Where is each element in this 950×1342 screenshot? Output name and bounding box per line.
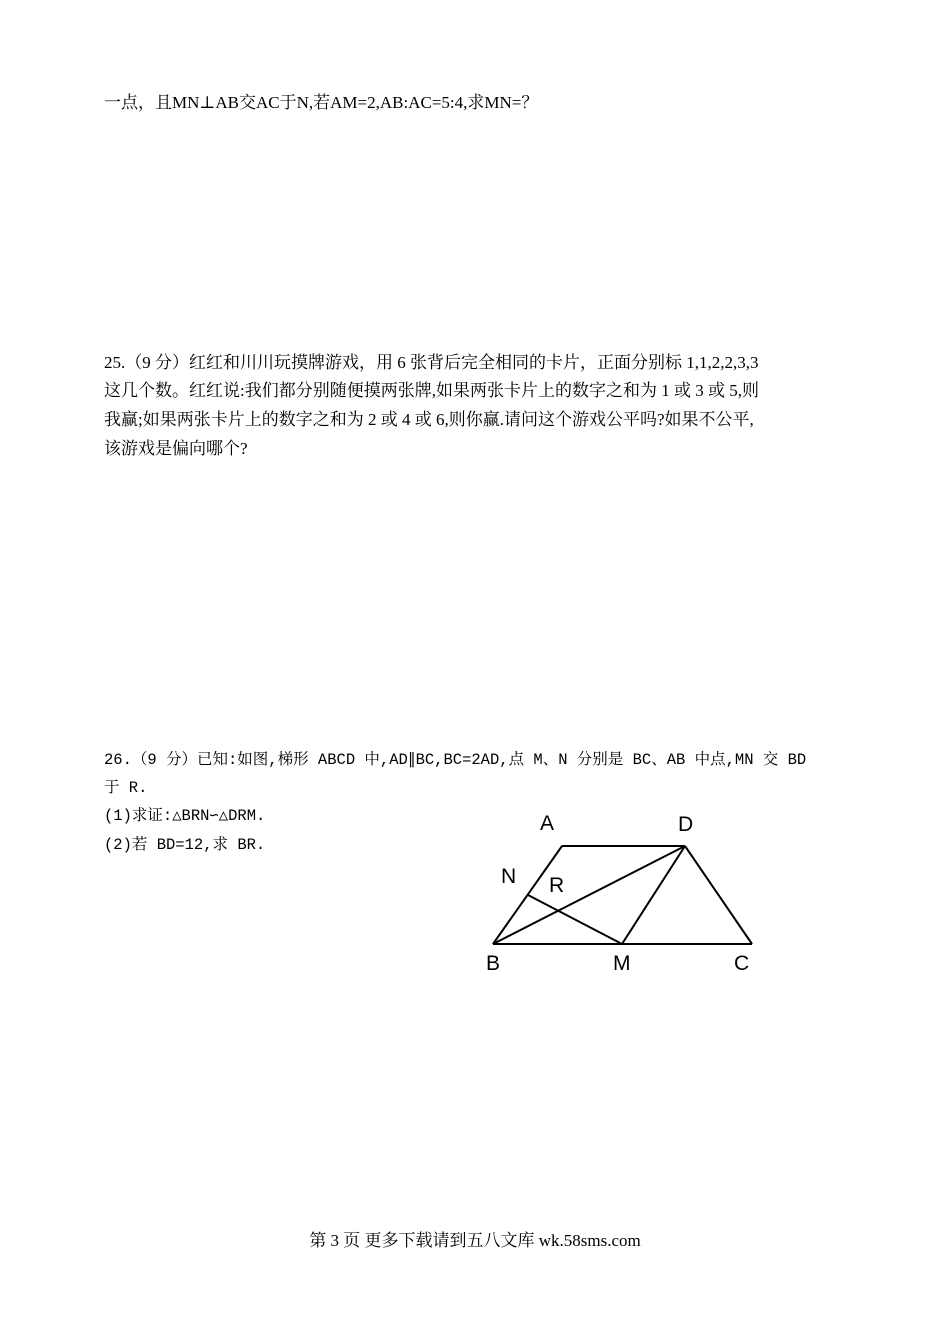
q26-part-1: (1)求证:△BRN∽△DRM. bbox=[104, 807, 266, 825]
q25-line-4: 该游戏是偏向哪个? bbox=[104, 439, 248, 458]
q25-line-1: 25.（9 分）红红和川川玩摸牌游戏，用 6 张背后完全相同的卡片，正面分别标 1,1,2,2,3,3 bbox=[104, 353, 759, 372]
segment-dc bbox=[685, 846, 752, 944]
q25-line-2: 这几个数。红红说:我们都分别随便摸两张牌,如果两张卡片上的数字之和为 1 或 3 或 5,则 bbox=[104, 381, 759, 400]
label-c: C bbox=[734, 952, 750, 975]
segment-bd bbox=[493, 846, 685, 944]
q26-line-1: 26.（9 分）已知:如图,梯形 ABCD 中,AD∥BC,BC=2AD,点 M、N 分别是 BC、AB 中点,MN 交 BD bbox=[104, 751, 807, 769]
q26-line-2: 于 R. bbox=[104, 779, 148, 797]
page-footer: 第 3 页 更多下载请到五八文库 wk.58sms.com bbox=[309, 1231, 641, 1250]
question-24-continuation: 一点，且MN⊥AB交AC于N,若AM=2,AB:AC=5:4,求MN=？ bbox=[104, 93, 539, 112]
label-n: N bbox=[501, 865, 517, 888]
q25-line-3: 我赢;如果两张卡片上的数字之和为 2 或 4 或 6,则你赢.请问这个游戏公平吗?如果不公平, bbox=[104, 410, 754, 429]
segment-dm bbox=[622, 846, 685, 944]
label-r: R bbox=[549, 874, 565, 897]
trapezoid-figure bbox=[480, 805, 780, 980]
label-a: A bbox=[540, 812, 555, 835]
label-b: B bbox=[486, 952, 501, 975]
label-d: D bbox=[678, 813, 694, 836]
label-m: M bbox=[613, 952, 631, 975]
q26-part-2: (2)若 BD=12,求 BR. bbox=[104, 836, 266, 854]
